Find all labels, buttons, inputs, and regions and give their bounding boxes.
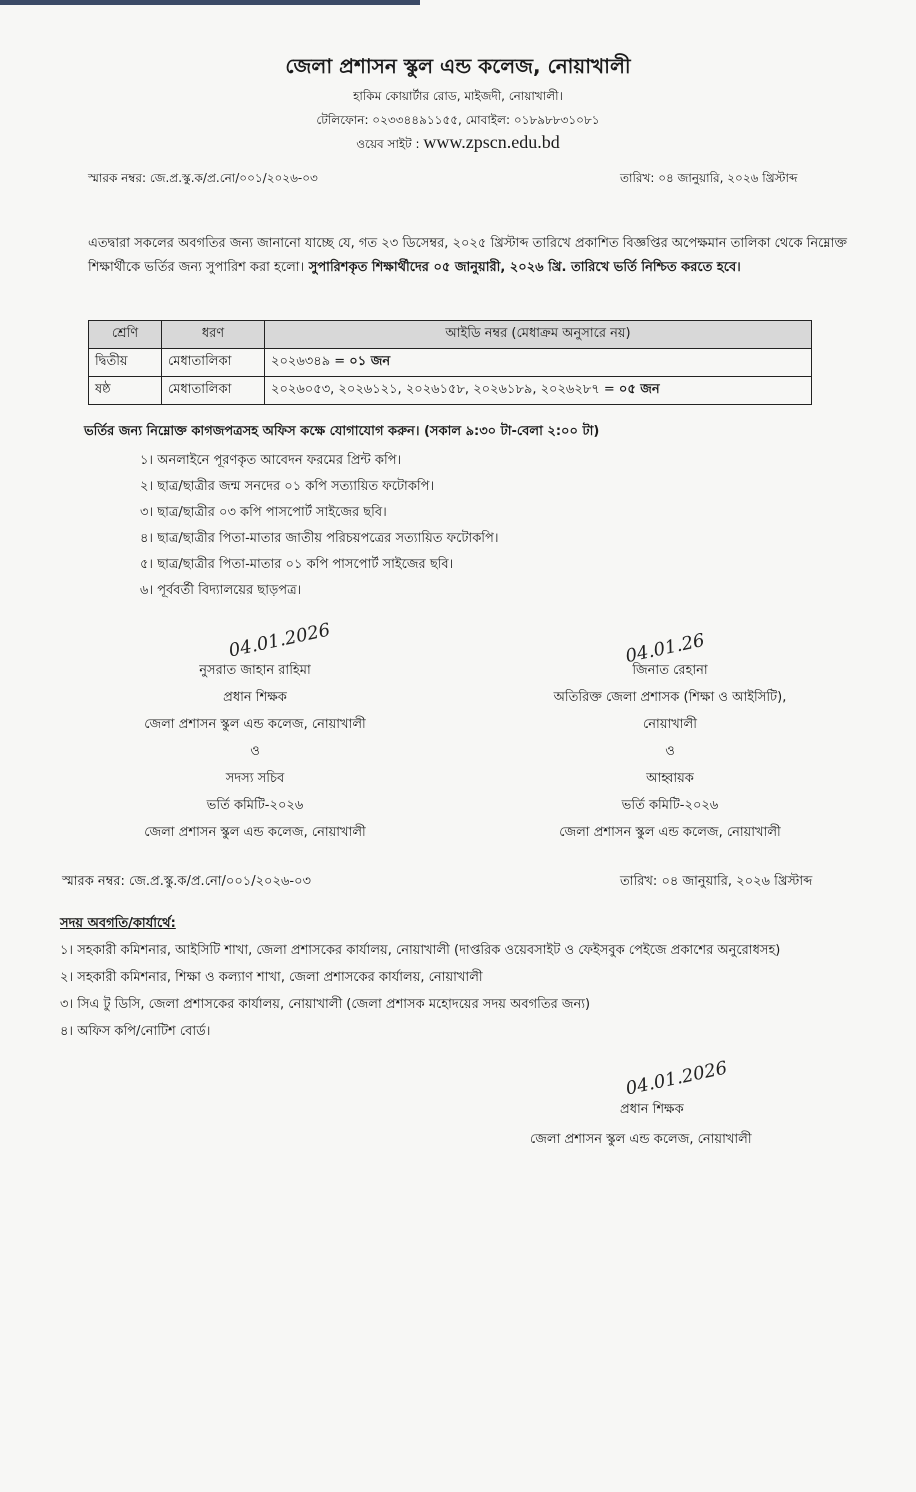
admission-table bbox=[88, 320, 812, 405]
list-item: ৩। ছাত্র/ছাত্রীর ০৩ কপি পাসপোর্ট সাইজের ছবি। bbox=[140, 505, 387, 520]
final-title: প্রধান শিক্ষক bbox=[620, 1102, 684, 1117]
signatory-org: জেলা প্রশাসন স্কুল এন্ড কলেজ, নোয়াখালী bbox=[144, 717, 366, 732]
cell-class: ষষ্ঠ bbox=[89, 377, 162, 405]
website-label: ওয়েব সাইট : bbox=[356, 137, 420, 151]
table-row bbox=[89, 349, 812, 377]
signatory-name: জিনাত রেহানা bbox=[632, 663, 708, 678]
body-text: এতদ্বারা সকলের অবগতির জন্য জানানো যাচ্ছে যে, গত ২৩ ডিসেম্বর, ২০২৫ খ্রিস্টাব্দ তারিখে প্রকাশিত বিজ্ঞপ্তির অপেক্ষমান তালিকা থেকে নিম্নোক্ত শিক্ষার্থীকে ভর্তির জন্য সুপারিশ করা হলো। bbox=[88, 236, 847, 275]
signatory-org: জেলা প্রশাসন স্কুল এন্ড কলেজ, নোয়াখালী bbox=[144, 825, 366, 840]
id-count: ০৫ জন bbox=[618, 382, 660, 397]
signatory-committee: ভর্তি কমিটি-২০২৬ bbox=[621, 798, 719, 813]
final-org: জেলা প্রশাসন স্কুল এন্ড কলেজ, নোয়াখালী bbox=[530, 1132, 752, 1147]
institution-title: জেলা প্রশাসন স্কুল এন্ড কলেজ, নোয়াখালী bbox=[285, 54, 631, 78]
list-item: ৪। অফিস কপি/নোটিশ বোর্ড। bbox=[60, 1024, 211, 1039]
signatory-title: প্রধান শিক্ষক bbox=[223, 690, 287, 705]
header-type: ধরণ bbox=[162, 321, 265, 349]
signatory-title: অতিরিক্ত জেলা প্রশাসক (শিক্ষা ও আইসিটি), bbox=[553, 690, 787, 705]
memo-number: স্মারক নম্বর: জে.প্র.স্কু.ক/প্র.নো/০০১/২০২৬-০৩ bbox=[88, 171, 318, 185]
list-item: ১। সহকারী কমিশনার, আইসিটি শাখা, জেলা প্রশাসকের কার্যালয়, নোয়াখালী (দাপ্তরিক ওয়েবসাইট ও ফেইসবুক পেইজে প্রকাশের অনুরোধসহ) bbox=[60, 943, 781, 958]
signature-final: 04.01.2026 bbox=[623, 1057, 730, 1100]
website bbox=[0, 132, 916, 156]
header-ids: আইডি নম্বর (মেধাক্রম অনুসারে নয়) bbox=[265, 321, 812, 349]
website-url: www.zpscn.edu.bd bbox=[423, 132, 560, 152]
memo-date-2: তারিখ: ০৪ জানুয়ারি, ২০২৬ খ্রিস্টাব্দ bbox=[620, 874, 813, 889]
signatory-org: জেলা প্রশাসন স্কুল এন্ড কলেজ, নোয়াখালী bbox=[559, 825, 781, 840]
list-item: ২। ছাত্র/ছাত্রীর জন্ম সনদের ০১ কপি সত্যায়িত ফটোকপি। bbox=[140, 479, 435, 494]
table-header-row bbox=[89, 321, 812, 349]
id-count: ০১ জন bbox=[349, 354, 391, 369]
signatory-district: নোয়াখালী bbox=[643, 717, 697, 732]
header-class: শ্রেণি bbox=[89, 321, 162, 349]
documents-list bbox=[140, 448, 498, 604]
phone: টেলিফোন: ০২৩৩৪৪৯১১৫৫, মোবাইল: ০১৮৯৮৮৩১০৮১ bbox=[316, 113, 600, 127]
cc-title: সদয় অবগতি/কার্যার্থে: bbox=[60, 916, 176, 931]
id-list: ২০২৬৩৪৯ = bbox=[271, 354, 350, 369]
signatory-and: ও bbox=[665, 744, 675, 759]
signatory-right-block bbox=[500, 657, 840, 846]
signature-left: 04.01.2026 bbox=[226, 619, 333, 662]
signatory-committee: ভর্তি কমিটি-২০২৬ bbox=[206, 798, 304, 813]
list-item: ১। অনলাইনে পূরণকৃত আবেদন ফরমের প্রিন্ট কপি। bbox=[140, 453, 402, 468]
signatory-name: নুসরাত জাহান রাহিমা bbox=[199, 663, 311, 678]
cell-type: মেধাতালিকা bbox=[162, 377, 265, 405]
address: হাকিম কোয়ার্টার রোড, মাইজদী, নোয়াখালী। bbox=[353, 89, 563, 103]
signatory-role: আহ্বায়ক bbox=[646, 771, 694, 786]
body-paragraph bbox=[88, 232, 888, 280]
id-list: ২০২৬০৫৩, ২০২৬১২১, ২০২৬১৫৮, ২০২৬১৮৯, ২০২৬২৮৭ = bbox=[271, 382, 619, 397]
list-item: ৪। ছাত্র/ছাত্রীর পিতা-মাতার জাতীয় পরিচয়পত্রের সত্যায়িত ফটোকপি। bbox=[140, 531, 499, 546]
signature-right: 04.01.26 bbox=[623, 629, 707, 668]
list-item: ২। সহকারী কমিশনার, শিক্ষা ও কল্যাণ শাখা, জেলা প্রশাসকের কার্যালয়, নোয়াখালী bbox=[60, 970, 483, 985]
cell-class: দ্বিতীয় bbox=[89, 349, 162, 377]
memo-date: তারিখ: ০৪ জানুয়ারি, ২০২৬ খ্রিস্টাব্দ bbox=[620, 171, 798, 185]
instructions-title: ভর্তির জন্য নিম্নোক্ত কাগজপত্রসহ অফিস কক্ষে যোগাযোগ করুন। (সকাল ৯:৩০ টা-বেলা ২:০০ টা) bbox=[84, 424, 600, 439]
scan-edge bbox=[0, 0, 420, 5]
signatory-left-block bbox=[90, 657, 420, 846]
cell-ids bbox=[265, 349, 812, 377]
table-row bbox=[89, 377, 812, 405]
cell-type: মেধাতালিকা bbox=[162, 349, 265, 377]
list-item: ৬। পূর্ববর্তী বিদ্যালয়ের ছাড়পত্র। bbox=[140, 583, 302, 598]
list-item: ৫। ছাত্র/ছাত্রীর পিতা-মাতার ০১ কপি পাসপোর্ট সাইজের ছবি। bbox=[140, 557, 454, 572]
cc-list bbox=[60, 910, 860, 1045]
memo-number-2: স্মারক নম্বর: জে.প্র.স্কু.ক/প্র.নো/০০১/২০২৬-০৩ bbox=[62, 874, 312, 889]
signatory-and: ও bbox=[250, 744, 260, 759]
body-bold-text: সুপারিশকৃত শিক্ষার্থীদের ০৫ জানুয়ারী, ২০২৬ খ্রি. তারিখে ভর্তি নিশ্চিত করতে হবে। bbox=[304, 260, 741, 275]
signatory-role: সদস্য সচিব bbox=[225, 771, 285, 786]
cell-ids bbox=[265, 377, 812, 405]
list-item: ৩। সিএ টু ডিসি, জেলা প্রশাসকের কার্যালয়, নোয়াখালী (জেলা প্রশাসক মহোদয়ের সদয় অবগতির জন্য) bbox=[60, 997, 591, 1012]
